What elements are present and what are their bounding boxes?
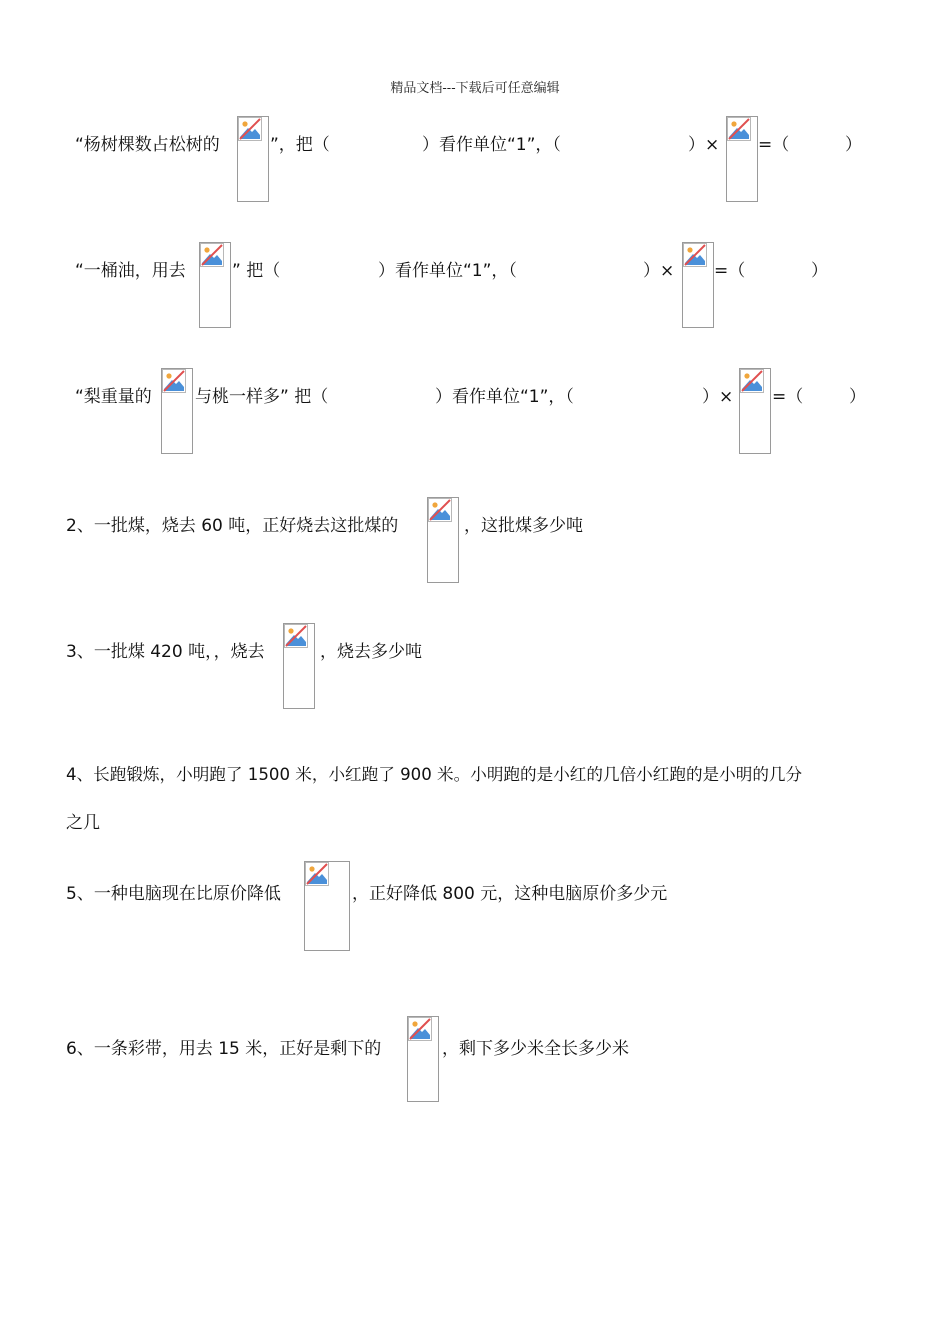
- broken-image-icon: [740, 369, 764, 393]
- fraction-image: [304, 861, 350, 951]
- broken-image-icon: [200, 243, 224, 267]
- question-6: [0, 1033, 950, 1065]
- row1-text-5: =（: [758, 135, 790, 155]
- question-5: [0, 878, 950, 910]
- row2-text-4: ）×: [643, 261, 675, 281]
- broken-image-icon: [305, 862, 329, 886]
- row2-text-5: =（: [714, 261, 746, 281]
- q3-text-2: ，烧去多少吨: [320, 642, 422, 662]
- broken-image-icon: [162, 369, 186, 393]
- broken-image-icon: [727, 117, 751, 141]
- broken-image-icon: [284, 624, 308, 648]
- fraction-image: [726, 116, 758, 202]
- broken-image-icon: [238, 117, 262, 141]
- broken-image-icon: [428, 498, 452, 522]
- q6-text-2: ，剩下多少米全长多少米: [442, 1039, 629, 1059]
- question-4-line-1: 4、长跑锻炼，小明跑了 1500 米，小红跑了 900 米。小明跑的是小红的几倍小红跑的是小明的几分: [66, 765, 803, 784]
- row2-text-1: “一桶油，用去: [75, 261, 186, 281]
- row3-text-1: “梨重量的: [75, 387, 152, 407]
- fraction-image: [237, 116, 269, 202]
- q2-text-1: 2、一批煤，烧去 60 吨，正好烧去这批煤的: [66, 516, 399, 536]
- row1-text-4: ）×: [688, 135, 720, 155]
- fraction-image: [407, 1016, 439, 1102]
- fraction-image: [739, 368, 771, 454]
- fraction-row-1: [0, 129, 950, 161]
- question-3: [0, 636, 950, 668]
- row2-text-3: ）看作单位“1”，（: [378, 261, 517, 281]
- row2-text-2: ” 把（: [232, 261, 281, 281]
- broken-image-icon: [683, 243, 707, 267]
- q3-text-1: 3、一批煤 420 吨，，烧去: [66, 642, 265, 662]
- row3-text-2: 与桃一样多” 把（: [195, 387, 329, 407]
- fraction-row-3: [0, 381, 950, 413]
- fraction-image: [682, 242, 714, 328]
- q5-text-1: 5、一种电脑现在比原价降低: [66, 884, 281, 904]
- broken-image-icon: [408, 1017, 432, 1041]
- row3-text-3: ）看作单位“1”，（: [435, 387, 574, 407]
- fraction-row-2: [0, 255, 950, 287]
- page-header: 精品文档---下载后可任意编辑: [390, 81, 560, 96]
- q2-text-2: ，这批煤多少吨: [464, 516, 583, 536]
- row1-text-3: ）看作单位“1”，（: [422, 135, 561, 155]
- row3-text-6: ）: [849, 387, 866, 407]
- row1-text-2: ”，把（: [270, 135, 330, 155]
- row3-text-5: =（: [772, 387, 804, 407]
- fraction-image: [199, 242, 231, 328]
- fraction-image: [283, 623, 315, 709]
- fraction-image: [427, 497, 459, 583]
- row1-text-6: ）: [845, 135, 862, 155]
- row1-text-1: “杨树棵数占松树的: [75, 135, 220, 155]
- fraction-image: [161, 368, 193, 454]
- question-4-line-2: 之几: [66, 813, 100, 833]
- row2-text-6: ）: [811, 261, 828, 281]
- row3-text-4: ）×: [702, 387, 734, 407]
- q5-text-2: ，正好降低 800 元，这种电脑原价多少元: [352, 884, 668, 904]
- q6-text-1: 6、一条彩带，用去 15 米，正好是剩下的: [66, 1039, 382, 1059]
- question-2: [0, 510, 950, 542]
